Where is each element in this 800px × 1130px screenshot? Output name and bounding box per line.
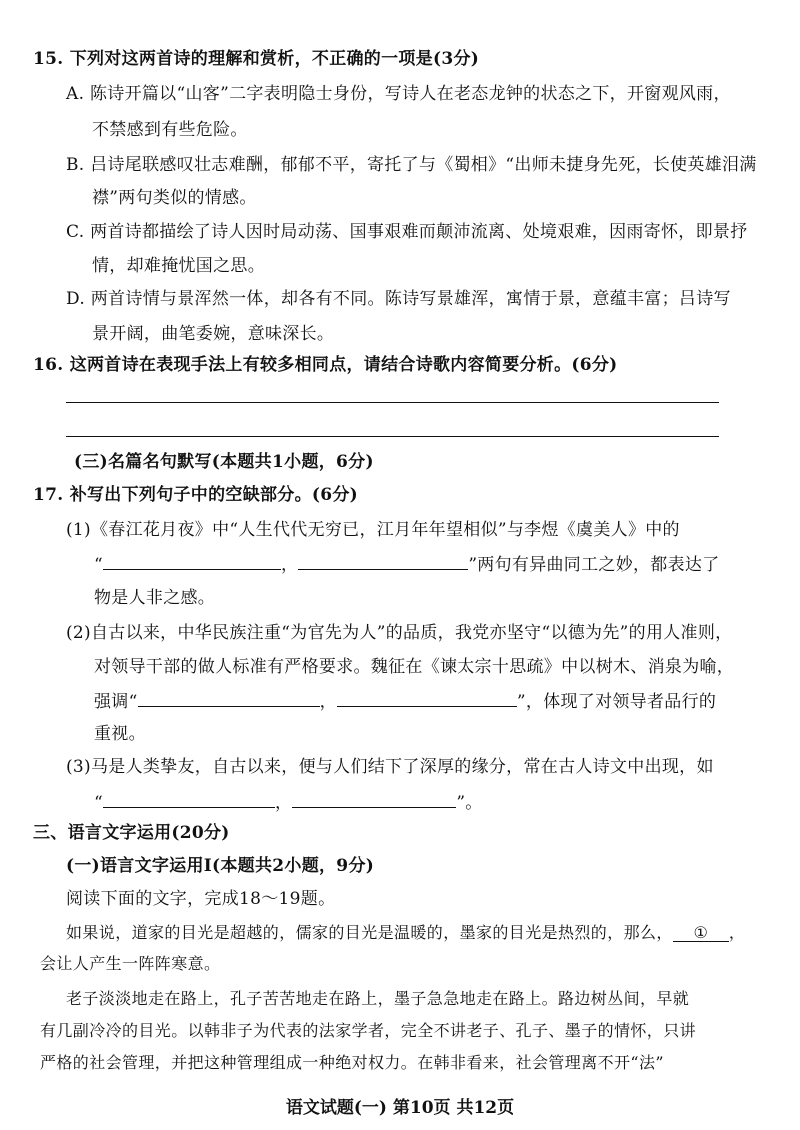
q15-stem: 15. 下列对这两首诗的理解和赏析，不正确的一项是(3分) (33, 49, 480, 69)
comma: ， (319, 692, 337, 712)
q15-option-a-line1: A. 陈诗开篇以“山客”二字表明隐士身份，写诗人在老态龙钟的状态之下，开窗观风雨， (66, 84, 731, 104)
q17-part1-line2-tail: ”两句有异曲同工之妙，都表达了 (468, 555, 720, 575)
q17-part1-blank-2[interactable] (298, 551, 468, 570)
passage-line-1-tail: ， (728, 923, 746, 942)
q17-part1-line1: (1)《春江花月夜》中“人生代代无穷已，江月年年望相似”与李煜《虞美人》中的 (66, 520, 680, 540)
q17-stem: 17. 补写出下列句子中的空缺部分。(6分) (33, 485, 359, 505)
q17-part2-line3 (94, 688, 716, 714)
q15-option-b-line2: 襟”两句类似的情感。 (92, 188, 257, 208)
blank-marker: ① (693, 923, 709, 942)
passage-blank-1[interactable] (673, 921, 729, 942)
q17-part1-blank-1[interactable] (103, 551, 281, 570)
q15-option-a-line2: 不禁感到有些危险。 (92, 120, 248, 140)
page-footer: 语文试题(一) 第10页 共12页 (285, 1098, 515, 1118)
q17-part2-line3-head: 强调“ (94, 692, 138, 712)
q15-option-d-line2: 景开阔，曲笔委婉，意味深长。 (92, 324, 335, 344)
passage-line-1 (66, 921, 745, 945)
open-quote: “ (94, 555, 103, 575)
reading-instruction: 阅读下面的文字，完成18～19题。 (66, 889, 336, 909)
q17-part2-blank-2[interactable] (337, 688, 517, 707)
q17-part3-blank-2[interactable] (292, 789, 456, 808)
q17-part3-line2 (94, 789, 483, 815)
q17-part2-line4: 重视。 (94, 724, 146, 744)
section-3-sub-heading: (三)名篇名句默写(本题共1小题，6分) (74, 452, 374, 472)
q17-part2-line1: (2)自古以来，中华民族注重“为官先为人”的品质，我党亦坚守“以德为先”的用人准则， (66, 623, 733, 643)
q16-stem: 16. 这两首诗在表现手法上有较多相同点，请结合诗歌内容简要分析。(6分) (33, 355, 618, 375)
passage-line-2: 会让人产生一阵阵寒意。 (40, 954, 221, 973)
comma: ， (275, 793, 293, 813)
q17-part2-line3-tail: ”，体现了对领导者品行的 (516, 692, 717, 712)
q17-part2-blank-1[interactable] (138, 688, 320, 707)
comma: ， (281, 555, 299, 575)
q17-part3-blank-1[interactable] (103, 789, 275, 808)
q17-part1-line2 (94, 551, 720, 577)
passage-line-5: 严格的社会管理，并把这种管理组成一种绝对权力。在韩非看来，社会管理离不开“法” (40, 1053, 664, 1072)
q17-part3-line2-tail: ”。 (456, 793, 483, 813)
q15-option-b-line1: B. 吕诗尾联感叹壮志难酬，郁郁不平，寄托了与《蜀相》“出师未捷身先死，长使英雄泪满 (66, 155, 757, 175)
section-3-title: 三、语言文字运用(20分) (33, 823, 230, 843)
q17-part3-line1: (3)马是人类挚友，自古以来，便与人们结下了深厚的缘分，常在古人诗文中出现，如 (66, 757, 714, 777)
q15-option-c-line1: C. 两首诗都描绘了诗人因时局动荡、国事艰难而颠沛流离、处境艰难，因雨寄怀，即景抒 (66, 222, 748, 242)
q16-answer-line-2[interactable] (66, 436, 719, 437)
q16-answer-line-1[interactable] (66, 402, 719, 403)
passage-line-4: 有几副冷冷的目光。以韩非子为代表的法家学者，完全不讲老子、孔子、墨子的情怀，只讲 (40, 1021, 697, 1040)
q15-option-c-line2: 情，却难掩忧国之思。 (92, 256, 265, 276)
q17-part1-line3: 物是人非之感。 (94, 588, 216, 608)
section-3-sub-1: (一)语言文字运用Ⅰ(本题共2小题，9分) (66, 856, 375, 876)
passage-line-3: 老子淡淡地走在路上，孔子苦苦地走在路上，墨子急急地走在路上。路边树丛间，早就 (66, 989, 690, 1008)
passage-line-1-head: 如果说，道家的目光是超越的，儒家的目光是温暖的，墨家的目光是热烈的，那么， (66, 923, 673, 942)
open-quote: “ (94, 793, 103, 813)
q17-part2-line2: 对领导干部的做人标准有严格要求。魏征在《谏太宗十思疏》中以树木、消泉为喻， (94, 657, 735, 677)
q15-option-d-line1: D. 两首诗情与景浑然一体，却各有不同。陈诗写景雄浑，寓情于景，意蕴丰富；吕诗写 (66, 289, 731, 309)
